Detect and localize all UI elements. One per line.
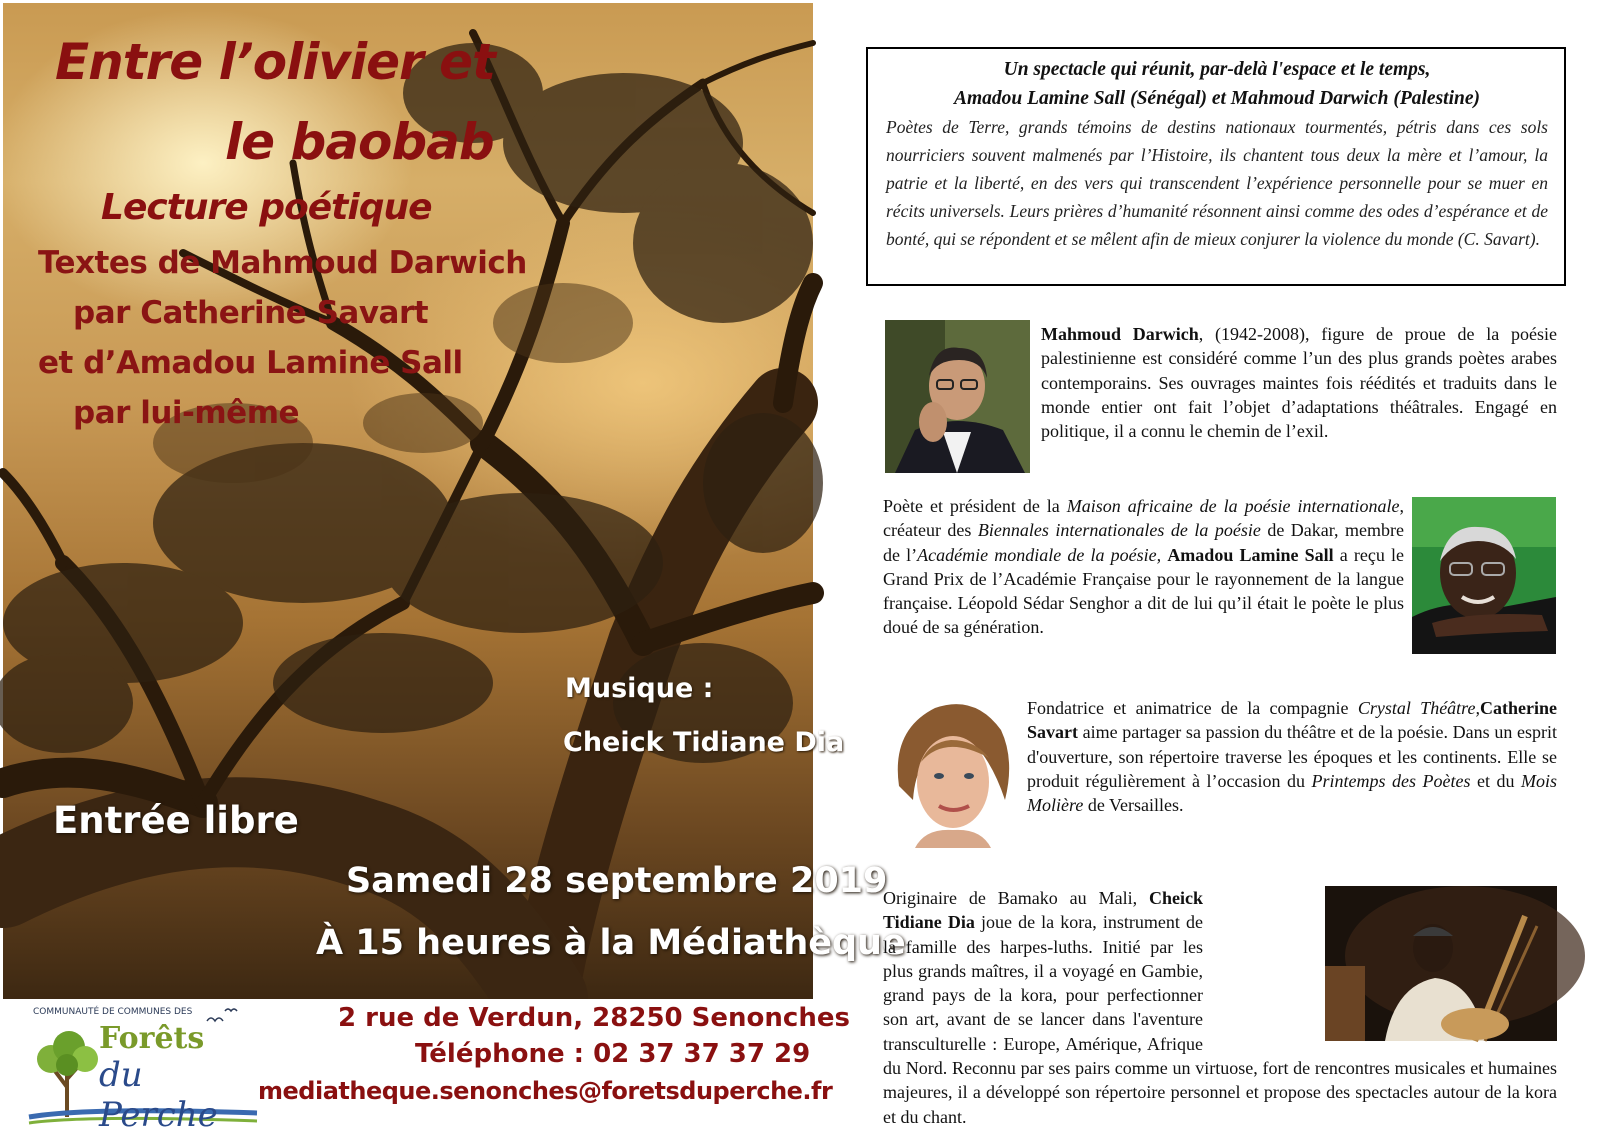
photo-catherine-savart [885,690,1018,848]
bio-sall-name: Amadou Lamine Sall [1167,544,1334,565]
bio-italic: Mois Molière [1027,770,1557,816]
poster-credit-line: Textes de Mahmoud Darwich [38,245,527,281]
tree-logo-icon [27,1017,107,1127]
bio-darwich-name: Mahmoud Darwich [1041,324,1199,344]
event-date: Samedi 28 septembre 2019 [346,861,888,901]
bio-text: aime partager sa passion du théâtre et de la poésie. Dans un esprit d'ouverture, son répertoire traverse les époques et les continents. Elle se produit régulièrement à l’occasion du [1027,722,1557,791]
intro-box [866,47,1566,286]
bio-darwich [1041,322,1557,443]
bio-italic: Printemps des Poètes [1311,770,1471,791]
bio-dia-name: Cheick Tidiane Dia [883,888,1203,933]
poster-title-line2: le baobab [225,113,494,171]
bio-darwich-text: , (1942-2008), figure de proue de la poésie palestinienne est considéré comme l’un des plus grands poètes arabes contemporains. Ses ouvrages maintes fois réédités et traduits dans le monde entier ont fait l’objet d’adaptations théâtrales. Engagé en politique, il a connu le chemin de l’exil. [1041,324,1557,442]
intro-heading-line2: Amadou Lamine Sall (Sénégal) et Mahmoud Darwich (Palestine) [954,88,1480,109]
photo-mahmoud-darwich [885,320,1030,473]
poster [3,3,906,999]
poster-subtitle: Lecture poétique [101,187,432,228]
bio-text: de Dakar, membre de l’ [883,520,1405,565]
logo-name-perche: du Perche [99,1055,218,1135]
foret-du-perche-logo [23,1001,253,1135]
bio-text: , créateur des [883,496,1404,541]
address: 2 rue de Verdun, 28250 Senonches [338,1003,850,1033]
email-link[interactable]: mediatheque.senonches@foretsduperche.fr [258,1077,833,1105]
event-time-place: À 15 heures à la Médiathèque [316,923,906,963]
photo-amadou-lamine-sall [1412,497,1556,654]
poster-title-line1: Entre l’olivier et [55,33,495,91]
bio-text: Poète et président de la [883,496,1067,516]
logo-name-forets: Forêts [99,1021,205,1056]
photo-float-space [1203,886,1557,1046]
bio-savart-name: Catherine Savart [1027,698,1557,743]
bio-italic: Crystal Théâtre, [1357,698,1481,718]
intro-body: Poètes de Terre, grands témoins de destins nationaux tourmentés, pétris dans ces sols nourriciers souvent malmenés par l’Histoire, ils chantent tous deux la mère et l’amour, la patrie et la liberté, en des vers qui transcendent l’expérience personnelle pour se muer en récits universels. Leurs prières d’humanité résonnent ainsi comme des odes d’espérance et de bonté, qui se répondent et se mêlent afin de mieux conjurer la violence du monde (C. Savart). [886,117,1548,249]
bio-savart [1027,696,1557,817]
bio-italic: Académie mondiale de la poésie, [917,544,1162,565]
music-label: Musique : [565,673,714,704]
bio-italic: Maison africaine de la poésie internationale [1066,496,1400,516]
musician-name: Cheick Tidiane Dia [563,727,845,758]
logo-top-text: COMMUNAUTÉ DE COMMUNES DES [33,1007,193,1017]
bio-dia [883,886,1557,1129]
birds-icon [203,1003,243,1027]
bio-text: Fondatrice et animatrice de la compagnie [1027,698,1358,718]
bio-text: a reçu le Grand Prix de l’Académie Française pour le rayonnement de la langue française. Léopold Sédar Senghor a dit de lui qu’il était le poète le plus doué de sa génération. [883,544,1405,638]
entry-free: Entrée libre [53,799,299,842]
bio-text: Originaire de Bamako au Mali, [883,888,1149,908]
phone: Téléphone : 02 37 37 37 29 [415,1039,811,1069]
poster-credit-line: et d’Amadou Lamine Sall [38,345,463,381]
poster-credit-line: par Catherine Savart [73,295,429,331]
poster-footer [3,999,850,1135]
poster-credit-line: par lui-même [73,395,300,431]
bio-text: joue de la kora, instrument de la famille des harpes-luths. Initié par les plus grands maîtres, il a voyagé en Gambie, grand pays de la kora, pour perfectionner son art, avant de se lancer dans l'aventure transculturelle : Europe, Amérique, Afrique du Nord. Reconnu par ses pairs comme un virtuose, fort de rencontres musicales et humaines majeures, il a développé son répertoire personnel et propose des spectacles autour de la kora et du chant. [883,912,1557,1127]
intro-heading-line1: Un spectacle qui réunit, par-delà l'espace et le temps, [1003,59,1431,80]
bio-text: de Versailles. [1083,795,1184,816]
bio-sall [883,494,1404,640]
bio-text: et du [1470,770,1521,791]
bio-italic: Biennales internationales de la poésie [977,520,1261,541]
